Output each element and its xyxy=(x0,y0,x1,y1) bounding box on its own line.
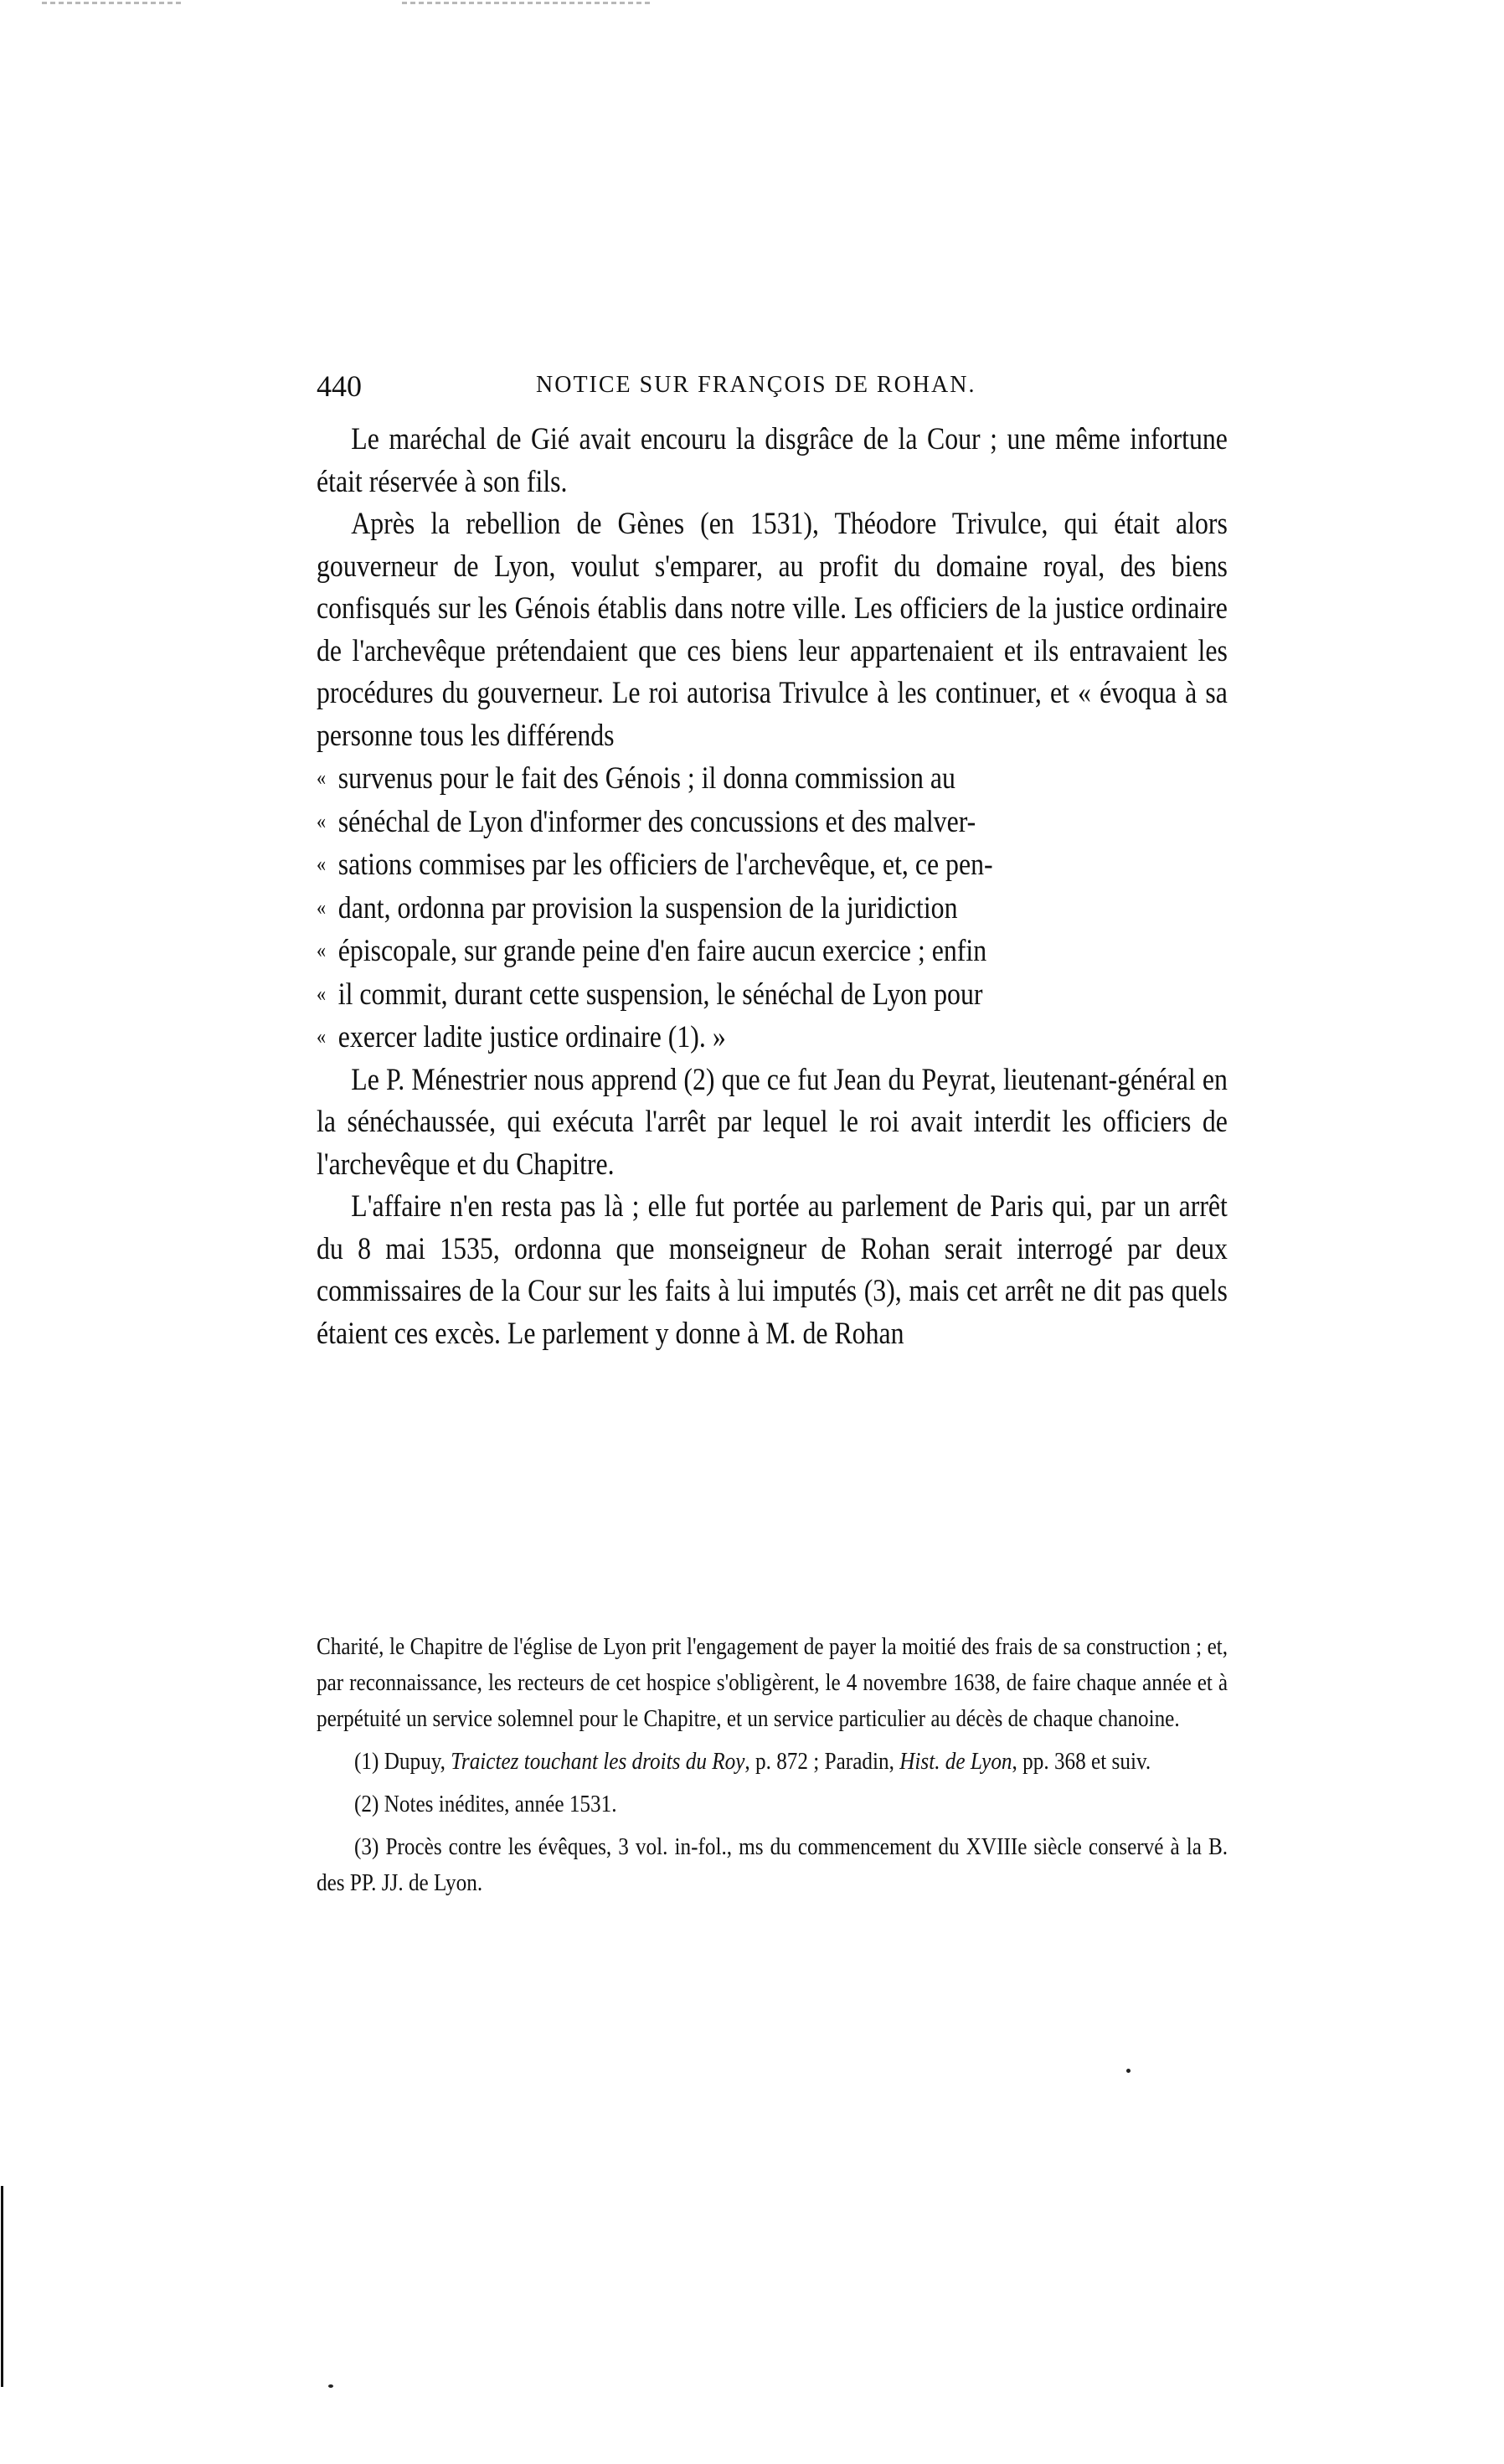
quote-mark: « xyxy=(317,852,327,876)
scan-margin-line xyxy=(1,2186,3,2387)
quote-mark: « xyxy=(317,894,327,920)
quote-line-text: il commit, durant cette suspension, le sénéchal de Lyon pour xyxy=(337,977,983,1012)
quote-line-text: dant, ordonna par provision la suspension de la juridiction xyxy=(337,890,958,925)
quote-line-text: survenus pour le fait des Génois ; il donna commission au xyxy=(337,761,955,796)
paragraph-1: Le maréchal de Gié avait encouru la disgrâce de la Cour ; une même infortune était réservée à son fils. xyxy=(317,422,1228,499)
footnote-continuation: Charité, le Chapitre de l'église de Lyon prit l'engagement de payer la moitié des frais de sa construction ; et, par reconnaissance, les recteurs de cet hospice s'obligèrent, le 4 novembre 1638, de faire chaque année et à perpétuité un service solemnel pour le Chapitre, et un service particulier au décès de chaque chanoine. xyxy=(317,1634,1228,1732)
quote-line xyxy=(317,801,1228,844)
scan-artifact-top-right xyxy=(402,2,653,4)
body-text xyxy=(317,419,1228,1355)
quote-mark: « xyxy=(317,808,327,833)
footnote-1 xyxy=(317,1744,1228,1780)
footnote-1-middle: , p. 872 ; Paradin, xyxy=(744,1749,900,1775)
quote-line xyxy=(317,757,1228,801)
footnote-3 xyxy=(317,1829,1228,1901)
paragraph-3: Le P. Ménestrier nous apprend (2) que ce fut Jean du Peyrat, lieutenant-général en la sénéchaussée, qui exécuta l'arrêt par lequel le roi avait interdit les officiers de l'archevêque et du Chapitre. xyxy=(317,1062,1228,1182)
quote-line-text: exercer ladite justice ordinaire (1). » xyxy=(337,1020,726,1054)
quote-mark: « xyxy=(317,1024,327,1049)
paragraph-4: L'affaire n'en resta pas là ; elle fut portée au parlement de Paris qui, par un arrêt du 8 mai 1535, ordonna que monseigneur de Rohan serait interrogé par deux commissaires de la Cour sur les faits à lui imputés (3), mais cet arrêt ne dit pas quels étaient ces excès. Le parlement y donne à M. de Rohan xyxy=(317,1189,1228,1351)
footnote-2-text: Notes inédites, année 1531. xyxy=(384,1791,617,1817)
quote-line-text: sations commises par les officiers de l'archevêque, et, ce pen- xyxy=(337,848,993,882)
paragraph-2-intro: Après la rebellion de Gènes (en 1531), Théodore Trivulce, qui était alors gouverneur de Lyon, voulut s'emparer, au profit du domaine royal, des biens confisqués sur les Génois établis dans notre ville. Les officiers de la justice ordinaire de l'archevêque prétendaient que ces biens leur appartenaient et ils entravaient les procédures du gouverneur. Le roi autorisa Trivulce à les continuer, et « évoqua à sa personne tous les différends xyxy=(317,507,1228,753)
scan-speck xyxy=(1126,2069,1131,2073)
footnote-marker: (1) xyxy=(354,1749,379,1775)
footnote-1-title-1: Traictez touchant les droits du Roy xyxy=(451,1749,745,1775)
paragraph-2 xyxy=(317,503,1228,1059)
footnotes xyxy=(317,1629,1228,1908)
quote-line-text: épiscopale, sur grande peine d'en faire aucun exercice ; enfin xyxy=(337,934,987,968)
quote-line xyxy=(317,887,1228,930)
scan-artifact-top-left xyxy=(42,2,184,4)
page-content xyxy=(317,369,1228,1355)
footnote-marker: (2) xyxy=(354,1791,379,1817)
footnote-1-title-2: Hist. de Lyon xyxy=(899,1749,1012,1775)
quote-mark: « xyxy=(317,981,327,1006)
quote-line xyxy=(317,973,1228,1017)
quote-mark: « xyxy=(317,765,327,790)
scan-speck xyxy=(328,2384,333,2388)
footnote-1-before: Dupuy, xyxy=(384,1749,451,1775)
page-number: 440 xyxy=(317,369,362,403)
footnote-2 xyxy=(317,1786,1228,1822)
footnote-3-text: Procès contre les évêques, 3 vol. in-fol., ms du commencement du XVIIIe siècle conservé à la B. des PP. JJ. de Lyon. xyxy=(317,1834,1228,1896)
quote-line-text: sénéchal de Lyon d'informer des concussions et des malver- xyxy=(337,804,976,839)
running-head xyxy=(317,369,1228,407)
quote-line xyxy=(317,843,1228,887)
quote-line xyxy=(317,1016,1228,1059)
quote-line xyxy=(317,930,1228,973)
footnotes-text xyxy=(317,1629,1228,1901)
quote-mark: « xyxy=(317,938,327,962)
footnote-1-after: , pp. 368 et suiv. xyxy=(1012,1749,1151,1775)
running-title: NOTICE SUR FRANÇOIS DE ROHAN. xyxy=(536,372,976,398)
footnote-marker: (3) xyxy=(354,1834,379,1860)
